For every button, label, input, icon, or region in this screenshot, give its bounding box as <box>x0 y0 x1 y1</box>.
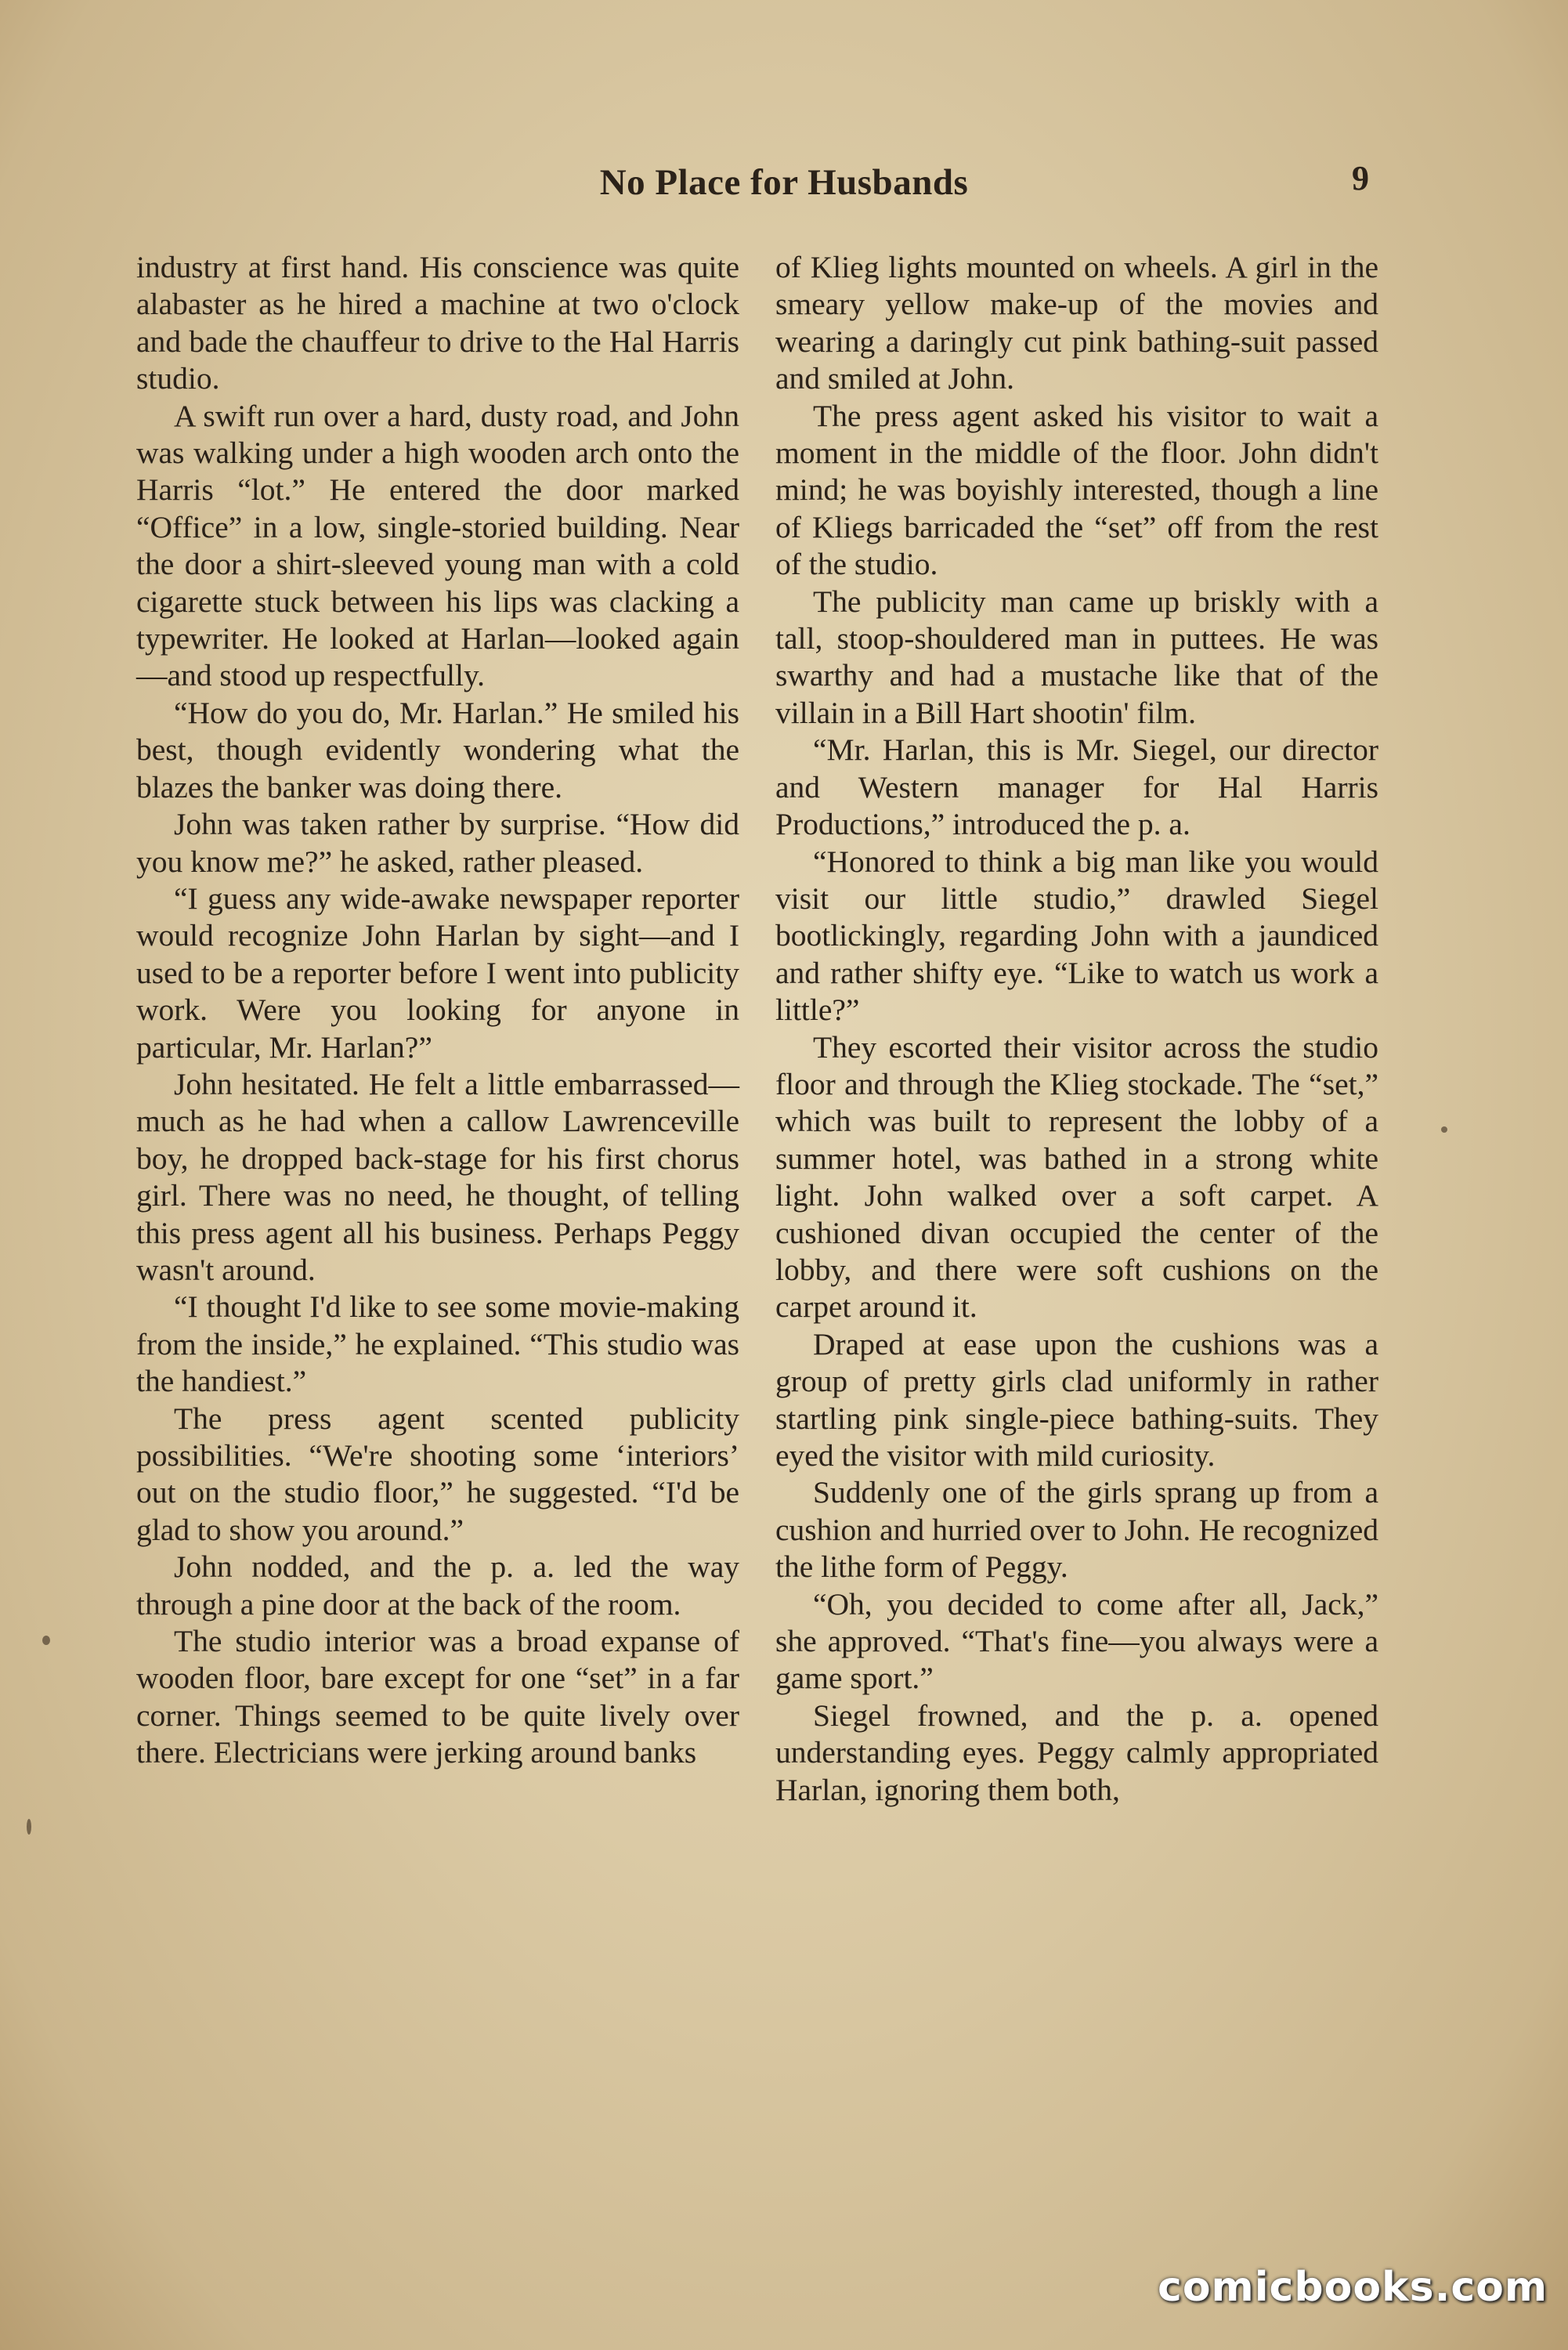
paragraph: industry at first hand. His conscience was quite alabaster as he hired a machine at two o'clock and bade the chauffeur to drive to the Hal Harris studio. <box>136 250 739 396</box>
paragraph: The studio interior was a broad expanse of wooden floor, bare except for one “set” in a far corner. Things seemed to be quite lively over there. Electricians were jerking around banks <box>136 1624 739 1770</box>
paragraph: The press agent asked his visitor to wait a moment in the middle of the floor. John didn't mind; he was boyishly interested, though a line of Kliegs barricaded the “set” off from the rest of the studio. <box>775 398 1378 582</box>
paragraph: “How do you do, Mr. Harlan.” He smiled his best, though evidently wondering what the blazes the banker was doing there. <box>136 695 739 804</box>
page-header <box>0 161 1568 216</box>
paragraph: “Honored to think a big man like you would visit our little studio,” drawled Siegel bootlickingly, regarding John with a jaundiced and rather shifty eye. “Like to watch us work a little?” <box>775 844 1378 1028</box>
watermark: comicbooks.com <box>1158 2264 1548 2311</box>
paragraph: “I guess any wide-awake newspaper reporter would recognize John Harlan by sight—and I used to be a reporter before I went into publicity work. Were you looking for anyone in particular, Mr. Harlan?” <box>136 880 739 1065</box>
ink-speck <box>1441 1126 1447 1133</box>
paragraph: “Oh, you decided to come after all, Jack,” she approved. “That's fine—you always were a game sport.” <box>775 1586 1378 1696</box>
paragraph: John nodded, and the p. a. led the way through a pine door at the back of the room. <box>136 1549 739 1622</box>
paragraph: Draped at ease upon the cushions was a group of pretty girls clad uniformly in rather startling pink single-piece bathing-suits. They eyed the visitor with mild curiosity. <box>775 1326 1378 1473</box>
paragraph: A swift run over a hard, dusty road, and John was walking under a high wooden arch onto the Harris “lot.” He entered the door marked “Office” in a low, single-storied building. Near the door a shirt-sleeved young man with a cold cigarette stuck between his lips was clacking a typewriter. He looked at Harlan—looked again—and stood up respectfully. <box>136 398 739 693</box>
left-column <box>136 249 739 1772</box>
page-number: 9 <box>1352 159 1369 197</box>
paragraph: John was taken rather by surprise. “How did you know me?” he asked, rather pleased. <box>136 807 739 879</box>
paragraph: The press agent scented publicity possibilities. “We're shooting some ‘interiors’ out on the studio floor,” he suggested. “I'd be glad to show you around.” <box>136 1401 739 1547</box>
paragraph: of Klieg lights mounted on wheels. A girl in the smeary yellow make-up of the movies and wearing a daringly cut pink bathing-suit passed and smiled at John. <box>775 250 1378 396</box>
ink-speck <box>27 1819 31 1835</box>
paragraph: “I thought I'd like to see some movie-making from the inside,” he explained. “This studio was the handiest.” <box>136 1289 739 1399</box>
paragraph: Suddenly one of the girls sprang up from a cushion and hurried over to John. He recognized the lithe form of Peggy. <box>775 1475 1378 1585</box>
right-column <box>775 249 1378 1809</box>
paragraph: They escorted their visitor across the studio floor and through the Klieg stockade. The “set,” which was built to represent the lobby of a summer hotel, was bathed in a strong white light. John walked over a soft carpet. A cushioned divan occupied the center of the lobby, and there were soft cushions on the carpet around it. <box>775 1029 1378 1325</box>
paragraph: The publicity man came up briskly with a tall, stoop-shouldered man in puttees. He was swarthy and had a mustache like that of the villain in a Bill Hart shootin' film. <box>775 584 1378 730</box>
running-title: No Place for Husbands <box>599 162 969 203</box>
paragraph: John hesitated. He felt a little embarrassed—much as he had when a callow Lawrenceville boy, he dropped back-stage for his first chorus girl. There was no need, he thought, of telling this press agent all his business. Perhaps Peggy wasn't around. <box>136 1066 739 1287</box>
paragraph: “Mr. Harlan, this is Mr. Siegel, our director and Western manager for Hal Harris Productions,” introduced the p. a. <box>775 732 1378 842</box>
paragraph: Siegel frowned, and the p. a. opened understanding eyes. Peggy calmly appropriated Harlan, ignoring them both, <box>775 1697 1378 1807</box>
ink-speck <box>42 1636 50 1645</box>
